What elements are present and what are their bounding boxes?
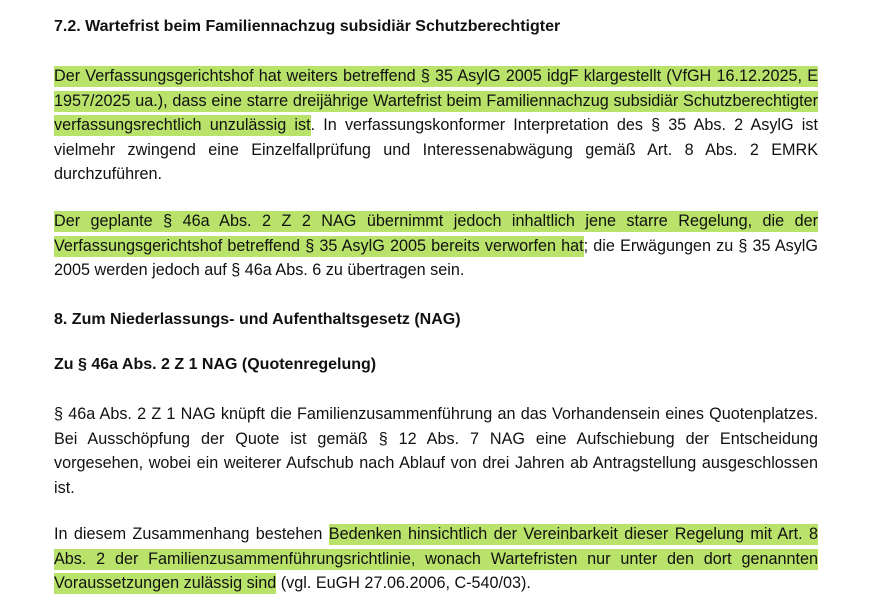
highlighted-text: Der geplante § 46a Abs. 2 Z 2 NAG übernimmt jedoch inhaltlich jene starre Regelung, die der Verfassungsgerichtshof betreffend § 35 AsylG 2005 bereits verworfen hat <box>54 212 818 255</box>
highlighted-text: Der Verfassungsgerichtshof hat weiters betreffend § 35 AsylG 2005 idgF klargestellt (VfGH 16.12.2025, E 1957/2025 ua.), dass eine starre dreijährige Wartefrist beim Familiennachzug subsidiär Schutzberechtigter verfassungsrechtlich unzulässig ist <box>54 67 818 134</box>
section-heading-7-2: 7.2. Wartefrist beim Familiennachzug subsidiär Schutzberechtigter <box>54 18 561 35</box>
section-heading-8: 8. Zum Niederlassungs- und Aufenthaltsgesetz (NAG) <box>54 311 461 328</box>
highlighted-text: Bedenken hinsichtlich der Vereinbarkeit dieser Regelung mit Art. 8 Abs. 2 der Familienzusammenführungsrichtlinie, wonach Wartefristen nur unter den dort genannten Voraussetzungen zulässig sind <box>54 525 818 592</box>
paragraph-vfgh-waiting-period <box>54 64 818 187</box>
paragraph-text: (vgl. EuGH 27.06.2006, C-540/03). <box>276 574 531 592</box>
paragraph-quota-rule: § 46a Abs. 2 Z 1 NAG knüpft die Familienzusammenführung an das Vorhandensein eines Quotenplatzes. Bei Ausschöpfung der Quote ist gemäß § 12 Abs. 7 NAG eine Aufschiebung der Entscheidung vorgesehen, wobei ein weiterer Aufschub nach Ablauf von drei Jahren ab Antragstellung ausgeschlossen ist. <box>54 405 818 497</box>
paragraph-text: ; die Erwägungen zu § 35 AsylG 2005 werden jedoch auf § 46a Abs. 6 zu übertragen sein. <box>54 236 818 279</box>
subsection-heading-quota: Zu § 46a Abs. 2 Z 1 NAG (Quotenregelung) <box>54 356 377 373</box>
paragraph-text: . In verfassungskonformer Interpretation des § 35 Abs. 2 AsylG ist vielmehr zwingend eine Einzelfallprüfung und Interessenabwägung gemäß Art. 8 Abs. 2 EMRK durchzuführen. <box>54 116 818 183</box>
paragraph-text: In diesem Zusammenhang bestehen <box>54 525 329 543</box>
paragraph-nag-46a-rule <box>54 209 818 283</box>
paragraph-directive-concerns <box>54 522 818 596</box>
